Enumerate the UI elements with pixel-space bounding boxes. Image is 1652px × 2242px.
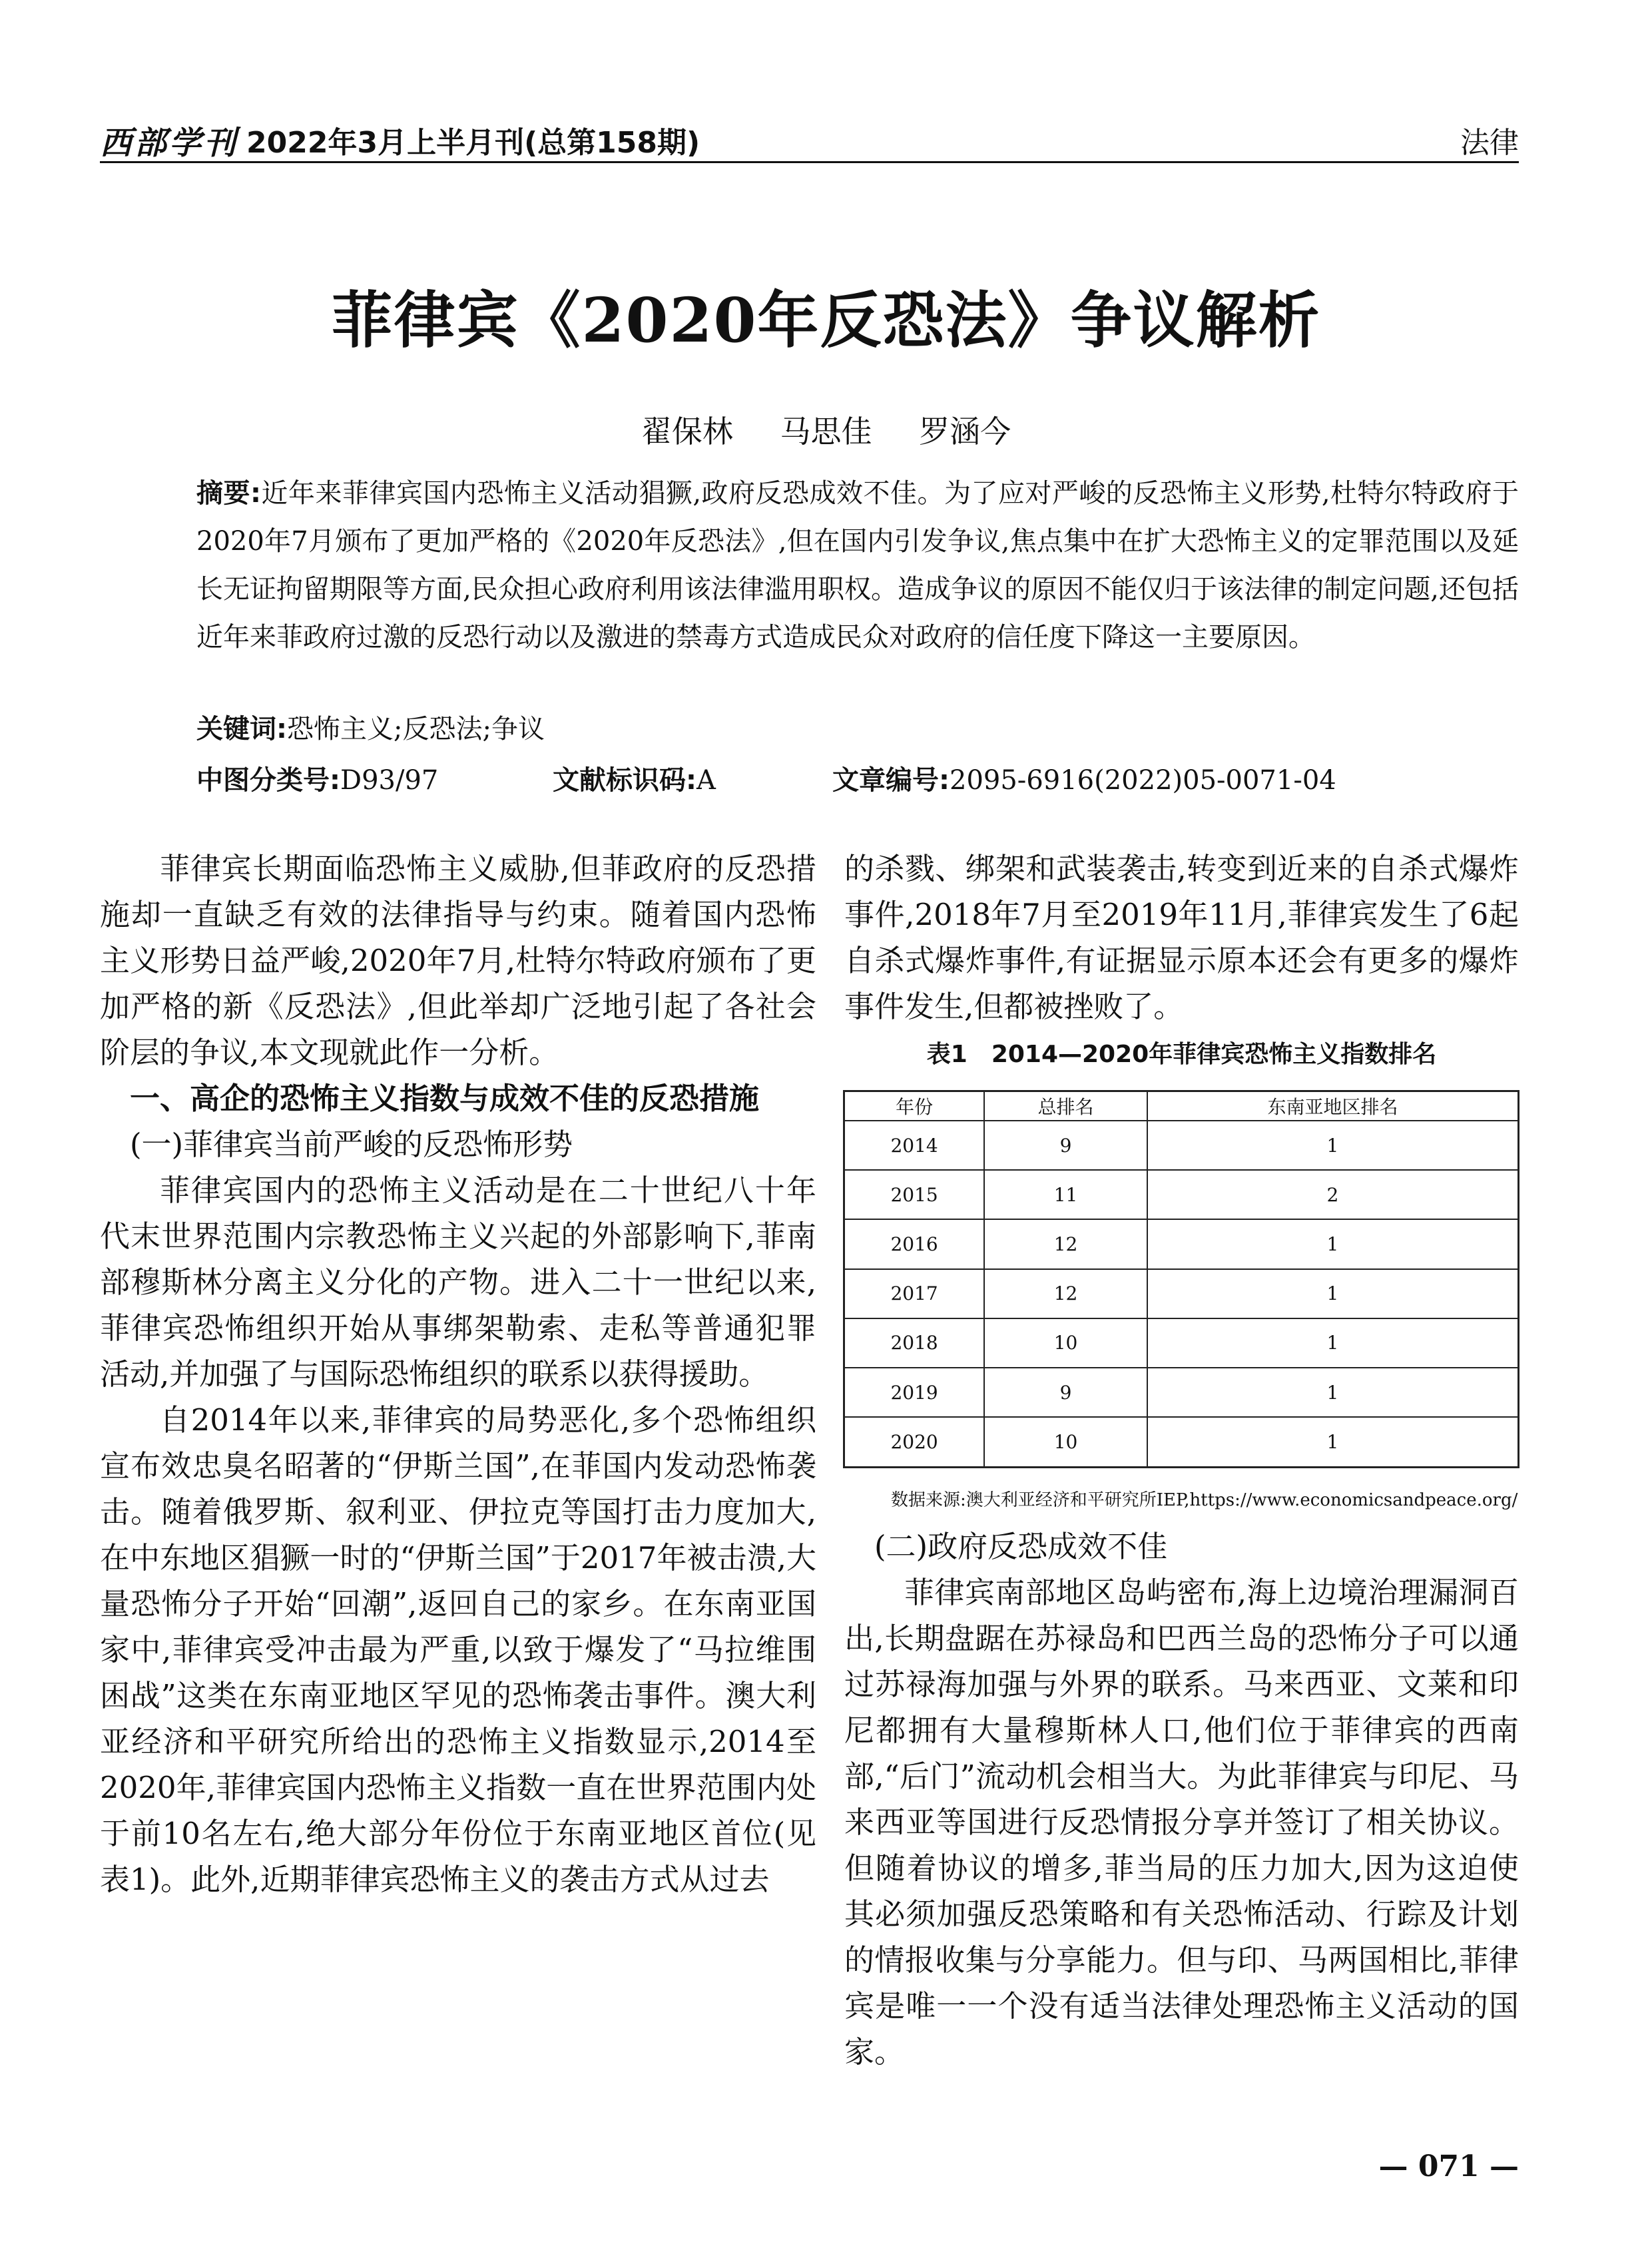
- table-row: [844, 1219, 1519, 1268]
- table-cell: 1: [1147, 1269, 1519, 1318]
- table-cell: 1: [1147, 1121, 1519, 1170]
- left-column: [100, 846, 816, 1902]
- table-cell: 2016: [844, 1219, 985, 1268]
- body-paragraph: 自2014年以来,菲律宾的局势恶化,多个恐怖组织宣布效忠臭名昭著的“伊斯兰国”,在菲国内发动恐怖袭击。随着俄罗斯、叙利亚、伊拉克等国打击力度加大,在中东地区猖獗一时的“伊斯兰国”于2017年被击溃,大量恐怖分子开始“回潮”,返回自己的家乡。在东南亚国家中,菲律宾受冲击最为严重,以致于爆发了“马拉维围困战”这类在东南亚地区罕见的恐怖袭击事件。澳大利亚经济和平研究所给出的恐怖主义指数显示,2014至2020年,菲律宾国内恐怖主义指数一直在世界范围内处于前10名左右,绝大部分年份位于东南亚地区首位(见表1)。此外,近期菲律宾恐怖主义的袭击方式从过去: [100, 1402, 816, 1897]
- table-cell: 9: [984, 1368, 1147, 1417]
- table-header-cell: 东南亚地区排名: [1147, 1091, 1519, 1121]
- table-cell: 2017: [844, 1269, 985, 1318]
- journal-logo: 西部学刊: [100, 125, 239, 162]
- keywords: [196, 708, 545, 746]
- table-cell: 1: [1147, 1318, 1519, 1368]
- subsection-heading: (二)政府反恐成效不佳: [874, 1529, 1168, 1564]
- table-cell: 10: [984, 1318, 1147, 1368]
- article-no-value: 2095-6916(2022)05-0071-04: [950, 765, 1336, 796]
- clc-value: D93/97: [340, 765, 439, 796]
- article-title: 菲律宾《2020年反恐法》争议解析: [331, 284, 1321, 356]
- table-cell: 2: [1147, 1170, 1519, 1219]
- author-list: [0, 408, 1652, 451]
- abstract: [196, 469, 1519, 661]
- table-row: [844, 1121, 1519, 1170]
- author-name: 翟保林: [641, 414, 733, 449]
- table-cell: 2020: [844, 1417, 985, 1467]
- right-column-top: [844, 846, 1519, 1029]
- abstract-label: 摘要:: [196, 478, 261, 509]
- table-cell: 1: [1147, 1219, 1519, 1268]
- doc-code-label: 文献标识码:: [553, 765, 696, 796]
- section-tag: 法律: [1460, 126, 1519, 160]
- table-row: [844, 1417, 1519, 1467]
- section-heading: 一、高企的恐怖主义指数与成效不佳的反恐措施: [130, 1081, 760, 1116]
- table-cell: 1: [1147, 1417, 1519, 1467]
- table-cell: 2018: [844, 1318, 985, 1368]
- author-name: 罗涵今: [919, 414, 1011, 449]
- page-header: [100, 113, 1519, 160]
- table-cell: 9: [984, 1121, 1147, 1170]
- table-cell: 2019: [844, 1368, 985, 1417]
- table-cell: 12: [984, 1219, 1147, 1268]
- doc-code-value: A: [696, 765, 716, 796]
- table-cell: 2014: [844, 1121, 985, 1170]
- article-no-label: 文章编号:: [832, 765, 950, 796]
- keywords-text: 恐怖主义;反恐法;争议: [287, 714, 545, 744]
- page-number: — 071 —: [1378, 2149, 1519, 2183]
- body-paragraph: 的杀戮、绑架和武装袭击,转变到近来的自杀式爆炸事件,2018年7月至2019年11月,菲律宾发生了6起自杀式爆炸事件,有证据显示原本还会有更多的爆炸事件发生,但都被挫败了。: [844, 851, 1519, 1024]
- abstract-text: 近年来菲律宾国内恐怖主义活动猖獗,政府反恐成效不佳。为了应对严峻的反恐怖主义形势,杜特尔特政府于2020年7月颁布了更加严格的《2020年反恐法》,但在国内引发争议,焦点集中在扩大恐怖主义的定罪范围以及延长无证拘留期限等方面,民众担心政府利用该法律滥用职权。造成争议的原因不能仅归于该法律的制定问题,还包括近年来菲政府过激的反恐行动以及激进的禁毒方式造成民众对政府的信任度下降这一主要原因。: [196, 478, 1519, 653]
- table-header-cell: 总排名: [984, 1091, 1147, 1121]
- table-row: [844, 1368, 1519, 1417]
- table-header-row: [844, 1091, 1519, 1121]
- journal-issue: 2022年3月上半月刊(总第158期): [246, 126, 700, 160]
- table-cell: 11: [984, 1170, 1147, 1219]
- body-paragraph: 菲律宾南部地区岛屿密布,海上边境治理漏洞百出,长期盘踞在苏禄岛和巴西兰岛的恐怖分子可以通过苏禄海加强与外界的联系。马来西亚、文莱和印尼都拥有大量穆斯林人口,他们位于菲律宾的西南部,“后门”流动机会相当大。为此菲律宾与印尼、马来西亚等国进行反恐情报分享并签订了相关协议。但随着协议的增多,菲当局的压力加大,因为这迫使其必须加强反恐策略和有关恐怖活动、行踪及计划的情报收集与分享能力。但与印、马两国相比,菲律宾是唯一一个没有适当法律处理恐怖主义活动的国家。: [844, 1575, 1519, 2070]
- header-rule: [100, 161, 1519, 163]
- table-cell: 12: [984, 1269, 1147, 1318]
- table-cell: 10: [984, 1417, 1147, 1467]
- body-paragraph: 菲律宾国内的恐怖主义活动是在二十世纪八十年代末世界范围内宗教恐怖主义兴起的外部影响下,菲南部穆斯林分离主义分化的产物。进入二十一世纪以来,菲律宾恐怖组织开始从事绑架勒索、走私等普通犯罪活动,并加强了与国际恐怖组织的联系以获得援助。: [100, 1173, 816, 1392]
- table-row: [844, 1318, 1519, 1368]
- table-row: [844, 1170, 1519, 1219]
- data-table: [843, 1090, 1519, 1468]
- clc-label: 中图分类号:: [196, 765, 340, 796]
- clc-number: [196, 759, 438, 797]
- article-number: [832, 759, 1336, 797]
- table-cell: 1: [1147, 1368, 1519, 1417]
- keywords-label: 关键词:: [196, 714, 287, 744]
- right-column-bottom: [844, 1524, 1519, 2075]
- subsection-heading: (一)菲律宾当前严峻的反恐怖形势: [130, 1127, 573, 1162]
- table-source-note: 数据来源:澳大利亚经济和平研究所IEP,https://www.economicsandpeace.org/: [891, 1490, 1518, 1510]
- table-row: [844, 1269, 1519, 1318]
- author-name: 马思佳: [780, 414, 872, 449]
- table-cell: 2015: [844, 1170, 985, 1219]
- document-code: [553, 759, 716, 797]
- body-paragraph: 菲律宾长期面临恐怖主义威胁,但菲政府的反恐措施却一直缺乏有效的法律指导与约束。随着国内恐怖主义形势日益严峻,2020年7月,杜特尔特政府颁布了更加严格的新《反恐法》,但此举却广泛地引起了各社会阶层的争议,本文现就此作一分析。: [100, 851, 816, 1070]
- table-header-cell: 年份: [844, 1091, 985, 1121]
- table-caption: 表1 2014—2020年菲律宾恐怖主义指数排名: [926, 1041, 1437, 1068]
